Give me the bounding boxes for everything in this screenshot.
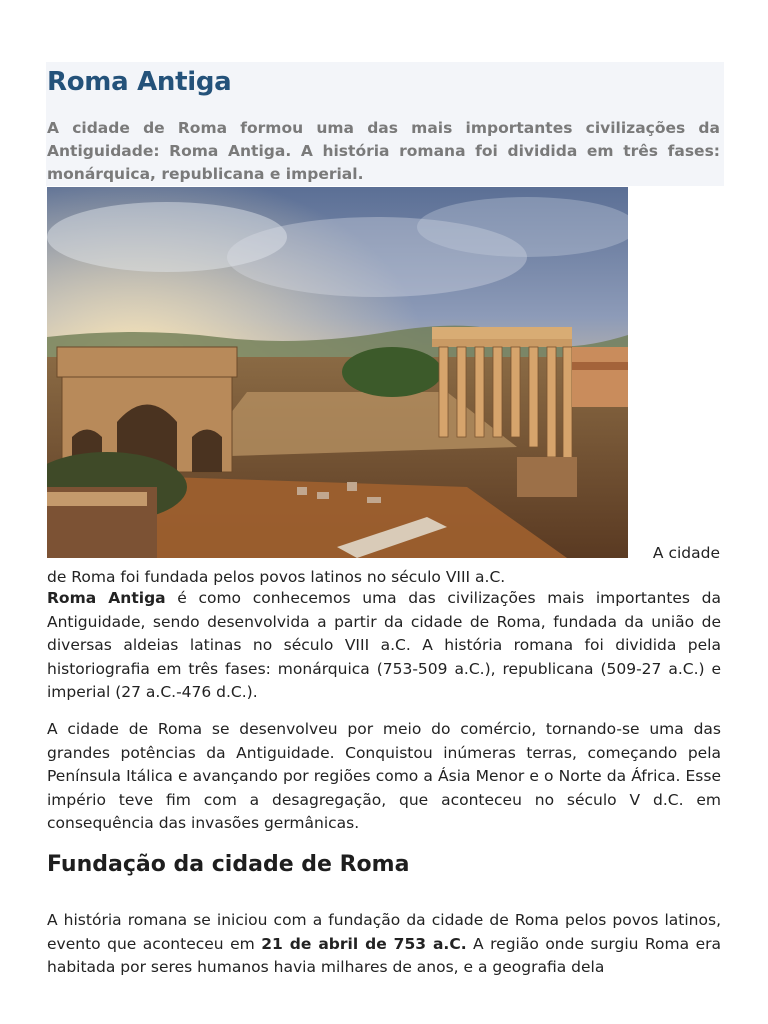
paragraph-commerce: A cidade de Roma se desenvolveu por meio do comércio, tornando-se uma das grandes potências da Antiguidade. Conquistou inúmeras terras, começando pela Península Itálica e avançando por regiões como a Ásia Menor e o Norte da África. Esse império teve fim com a desagregação, que aconteceu no século V d.C. em consequência das invasões germânicas. — [47, 720, 721, 832]
article-lede: A cidade de Roma formou uma das mais importantes civilizações da Antiguidade: Roma Antiga. A história romana foi dividida em três fases: monárquica, republicana e imperial. — [47, 119, 720, 183]
section-heading-foundation: Fundação da cidade de Roma — [47, 852, 410, 877]
page-title: Roma Antiga — [47, 67, 232, 97]
bold-date: 21 de abril de 753 a.C. — [261, 934, 467, 953]
paragraph-foundation-before: A história romana se iniciou com a fundação da cidade de Roma pelos povos latinos, evento que aconteceu em — [47, 911, 721, 953]
image-caption-end: de Roma foi fundada pelos povos latinos no século VIII a.C. — [47, 568, 506, 586]
paragraph-foundation-after: A região onde surgiu Roma era habitada por seres humanos havia milhares de anos, e a geografia dela — [47, 934, 721, 976]
image-caption-start: A cidade — [652, 544, 720, 562]
paragraph-intro-text: é como conhecemos uma das civilizações mais importantes da Antiguidade, sendo desenvolvida a partir da cidade de Roma, fundada da união de diversas aldeias latinas no século VIII a.C. A história romana foi dividida pela historiografia em três fases: monárquica (753-509 a.C.), republicana (509-27 a.C.) e imperial (27 a.C.-476 d.C.). — [47, 589, 721, 701]
paragraph-intro — [47, 587, 721, 705]
roman-forum-photo — [47, 187, 628, 558]
paragraph-foundation — [47, 909, 721, 980]
bold-term-roma-antiga: Roma Antiga — [47, 589, 166, 607]
roman-forum-illustration — [47, 187, 628, 558]
